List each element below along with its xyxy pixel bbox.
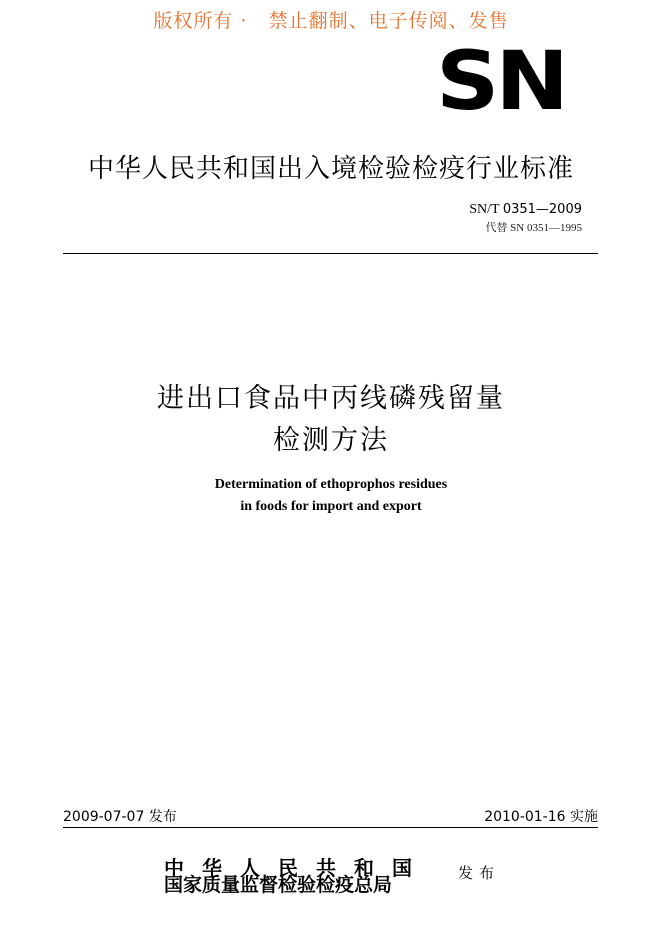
copyright-notice: 版权所有 · 禁止翻制、电子传阅、发售 [153,10,509,32]
implementation-date: 2010-01-16 实施 [484,809,598,825]
publisher-agency: 国家质量监督检验检疫总局 [164,874,393,896]
english-title-line-1: Determination of ethoprophos residues [214,477,448,492]
standard-number-value: 0351—2009 [502,202,582,217]
chinese-title-line-1: 进出口食品中丙线磷残留量 [157,383,505,414]
industry-standard-title: 中华人民共和国出入境检验检疫行业标准 [87,154,574,184]
standard-number-prefix: SN/T [469,202,500,217]
sn-logo-text: SN [436,33,566,129]
top-divider [63,253,598,254]
standard-number [469,202,582,218]
publish-label: 发布 [458,864,501,882]
english-title-line-2: in foods for import and export [240,499,422,514]
bottom-divider [63,827,598,828]
publisher-country: 中华人民共和国 [164,856,430,880]
replaces-standard: 代替 SN 0351—1995 [485,222,582,234]
chinese-title-line-2: 检测方法 [273,425,389,456]
sn-logo [436,33,566,129]
issue-date: 2009-07-07 发布 [63,809,177,825]
